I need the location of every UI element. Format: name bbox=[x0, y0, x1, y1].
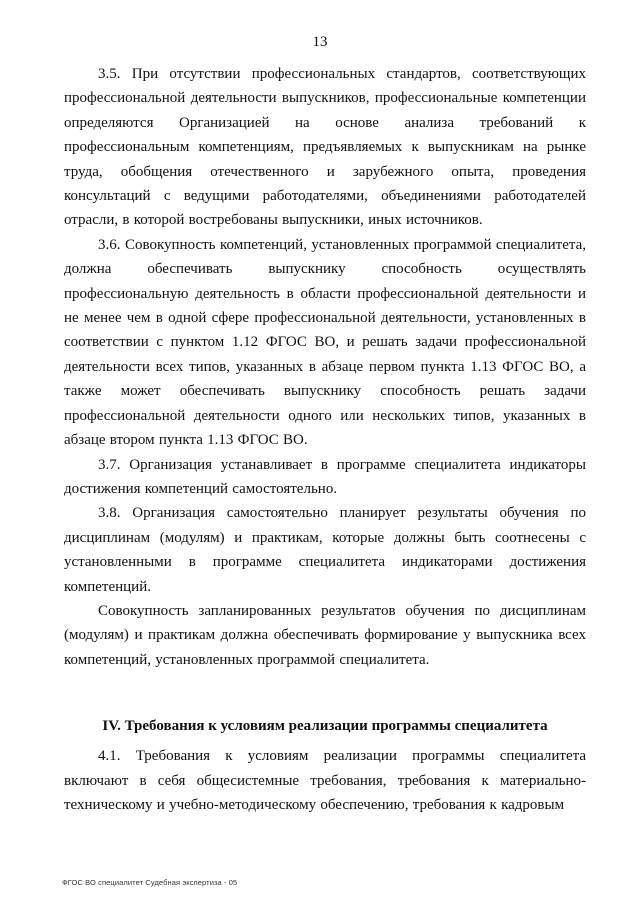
paragraph-3-6: 3.6. Совокупность компетенций, установленных программой специалитета, должна обеспечивать выпускнику способность осуществлять профессиональную деятельность в области профессиональной деятельности и не менее чем в одной сфере профессиональной деятельности, установленных в соответствии с пунктом 1.12 ФГОС ВО, и решать задачи профессиональной деятельности всех типов, указанных в абзаце первом пункта 1.13 ФГОС ВО, а также может обеспечивать выпускнику способность решать задачи профессиональной деятельности одного или нескольких типов, указанных в абзаце втором пункта 1.13 ФГОС ВО. bbox=[64, 236, 586, 449]
page-number: 13 bbox=[312, 34, 328, 50]
paragraph-4-1: 4.1. Требования к условиям реализации программы специалитета включают в себя общесистемные требования, требования к материально-техническому и учебно-методическому обеспечению, требования к кадровым bbox=[64, 748, 586, 813]
page-footer: ФГОС ВО специалитет Судебная экспертиза - 05 bbox=[62, 878, 238, 887]
section-heading: IV. Требования к условиям реализации программы специалитета bbox=[102, 718, 548, 735]
paragraph-3-5: 3.5. При отсутствии профессиональных стандартов, соответствующих профессиональной деятельности выпускников, профессиональные компетенции определяются Организацией на основе анализа требований к профессиональным компетенциям, предъявляемых к выпускникам на рынке труда, обобщения отечественного и зарубежного опыта, проведения консультаций с ведущими работодателями, объединениями работодателей отрасли, в которой востребованы выпускники, иных источников. bbox=[64, 66, 586, 229]
document-body bbox=[64, 62, 586, 817]
paragraph-3-7: 3.7. Организация устанавливает в программе специалитета индикаторы достижения компетенций самостоятельно. bbox=[64, 456, 586, 497]
paragraph-3-8: 3.8. Организация самостоятельно планирует результаты обучения по дисциплинам (модулям) и практикам, которые должны быть соотнесены с установленными в программе специалитета индикаторами достижения компетенций. bbox=[64, 505, 586, 595]
paragraph-learning-outcomes: Совокупность запланированных результатов обучения по дисциплинам (модулям) и практикам должна обеспечивать формирование у выпускника всех компетенций, установленных программой специалитета. bbox=[64, 602, 586, 668]
